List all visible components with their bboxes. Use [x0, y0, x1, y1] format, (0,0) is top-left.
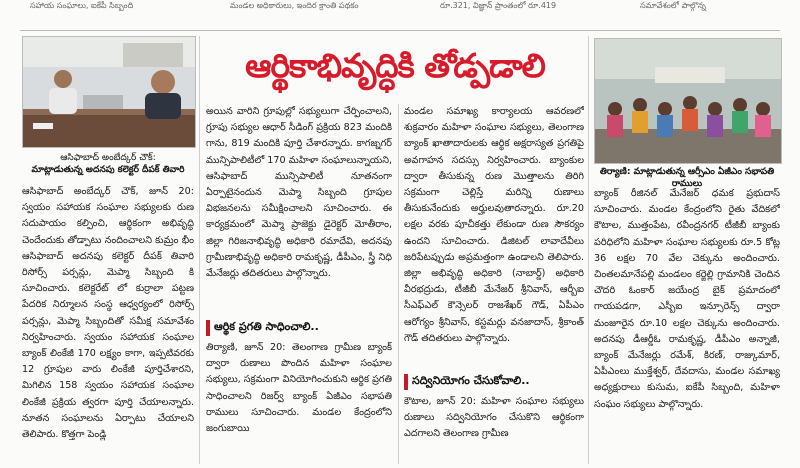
top-strip-fragment: సమావేశంలో పాల్గొన్న	[640, 1, 706, 10]
article-column-3	[404, 104, 584, 368]
left-caption-line-2: మాట్లాడుతున్న అదనపు కలెక్టర్ దీపక్ తివారి	[31, 165, 185, 175]
headline	[205, 40, 585, 98]
top-divider	[20, 30, 780, 31]
article-column-1	[22, 184, 194, 466]
column-3-text-2: కౌటాల, జూన్ 20: మహిళా సంఘాల సభ్యులు రుణాలు సద్వినియోగం చేసుకొని ఆర్థికంగా ఎదగాలని తెలంగాణ గ్రామీణ	[404, 396, 584, 440]
left-photo-caption	[18, 152, 198, 176]
column-divider	[398, 104, 399, 464]
right-photo	[594, 38, 782, 164]
column-divider	[588, 36, 589, 464]
subhead-financial-progress: ఆర్థిక ప్రగతి సాధించాలి..	[206, 320, 319, 336]
top-strip-fragment: రూ.321, విజ్ఞాన్ ప్రాంతంలో రూ.419	[440, 1, 557, 10]
column-2-text-2: తిర్యాణి, జూన్ 20: తెలంగాణ గ్రామీణ బ్యాంక్ ద్వారా రుణాలు పొందిన మహిళా సంఘాల సభ్యులు, సక్రమంగా వినియోగించుకుని ఆర్థిక ప్రగతి సాధించాలని రిజర్వ్ బ్యాంక్ ఏజీఎం సభాపతి రాములు సూచించారు. మండల కేంద్రంలోని జంగుబాయి	[206, 342, 392, 435]
column-divider	[199, 36, 200, 464]
column-2-text: అయిన వారిని గ్రూపుల్లో సభ్యులుగా చేర్పించాలని, గ్రూపు సభ్యుల ఆధార్ సీడింగ్ ప్రక్రియ 823 మందికి గాను, 819 మందికి పూర్తి చేశారన్నారు. కాగజ్నగర్ మున్సిపాలిటీలో 170 మహిళా సంఘాలున్నాయని, ఆసిఫాబాద్ మున్సిపాలిటీ నూతనంగా ఏర్పాటైనందున మెప్మా సిబ్బంది గ్రూపుల విభజనలను సమీక్షించాలని సూచించారు. ఈ కార్యక్రమంలో మెప్మా ప్రాజెక్టు డైరెక్టర్ మోతీరాం, జిల్లా గిరిజనాభివృద్ధి అధికారి రమాదేవి, అదనపు గ్రామీణాభివృద్ధి అధికారి రామకృష్ణ, డీపీఎం, స్త్రీ నిధి మేనేజర్లు తదితరులు పాల్గొన్నారు.	[206, 106, 392, 280]
headline-text: ఆర్థికాభివృద్ధికి తోడ్పడాలి	[245, 45, 545, 85]
article-column-2-bottom	[206, 340, 392, 466]
article-column-3-bottom	[404, 394, 584, 466]
article-column-2	[206, 104, 392, 314]
right-caption-text: తిర్యాణి: మాట్లాడుతున్న ఆర్సీఎం ఏజీఎం సభాపతి రాములు	[599, 167, 775, 189]
subhead-utilize: సద్వినియోగం చేసుకోవాలి..	[404, 374, 530, 390]
article-column-4	[594, 186, 780, 466]
column-3-text: మండల సమాఖ్య కార్యాలయ ఆవరణలో శుక్రవారం మహిళా సంఘాల సభ్యులు, తెలంగాణ బ్యాంక్ ఖాతాదారులకు ఆర్థిక అక్షరాస్యత ప్రగతిపై అవగాహన సదస్సు నిర్వహించారు. బ్యాంకుల ద్వారా తీసుకున్న రుణ మొత్తాలను తిరిగి సక్రమంగా చెల్లిస్తే మరిన్ని రుణాలు తీసుకునేందుకు అర్హులవుతారన్నారు. రూ.20 లక్షల వరకు పూచీకత్తు లేకుండా రుణ సౌకర్యం ఉందని సూచించారు. డిజిటల్ లావాదేవీలు జరిపేటప్పుడు అప్రమత్తంగా ఉండాలని తెలిపారు. జిల్లా అభివృద్ధి అధికారి (నాబార్డ్) అధికారి వీరభద్రుడు, టీజీబీ మేనేజర్ శ్రీనివాస్, ఆర్బీఐ సీఎఫ్ఎల్ కౌన్సెలర్ రాజశేఖర్ గౌడ్, ఏపీఎం ఆరోగ్యం శ్రీనివాస్, కస్టమర్లు వనజాదాస్, శ్రీకాంత్ గౌడ్ తదితరులు పాల్గొన్నారు.	[404, 106, 584, 344]
column-4-text: బ్యాంక్ రీజినల్ మేనేజర్ ధమక ప్రభుదాస్ సూచించారు. మండల కేంద్రంలోని రైతు వేదికలో కౌటాల, ముత్తంపేట, రవీంద్రనగర్ టీజీబీ బ్యాంకు పరిధిలోని మహిళా సంఘాల సభ్యులకు రూ.5 కోట్ల 36 లక్షల 70 వేల చెక్కును అందించారు. చింతలమానేపల్లి మండలం కర్జెల్లి గ్రామానికి చెందిన చౌదరి ఓంకార్ జయేంద్ర బైక్ ప్రమాదంలో గాయపడగా, ఎస్బీఐ ఇన్సూరెన్స్ ద్వారా మంజూరైన రూ.10 లక్షల చెక్కును అందించారు. అదనపు డీఆర్డీఓ రామకృష్ణ, డీపీఎం అన్నాజీ, బ్యాంక్ మేనేజర్లు రమేశ్, కిరణ్, రాజ్కుమార్, ఏపీఎంలు ముక్తేశ్వర్, దేవదాసు, మండల సమాఖ్య అధ్యక్షురాలు కుసుమ, ఐకేపీ సిబ్బంది, మహిళా సంఘం సభ్యులు పాల్గొన్నారు.	[594, 188, 780, 410]
top-strip-fragment: సహాయ సంఘాలు, ఐకేపీ సిబ్బంది	[30, 1, 134, 10]
top-strip-fragment: మండల అధికారులు, ఇందిర క్రాంతి పథకం	[230, 1, 359, 10]
top-previous-article-strip	[0, 0, 800, 12]
column-1-text: ఆసిఫాబాద్ అంబేద్కర్ చౌక్, జూన్ 20: స్వయం సహాయక సంఘాల సభ్యులకు రుణ సదుపాయం కల్పించి, ఆర్థికంగా అభివృద్ధి చెందేందుకు తోడ్పాటు నందించాలని కుమ్రం భీం ఆసిఫాబాద్ అదనపు కలెక్టర్ దీపక్ తివారి రిసోర్స్ పర్సన్లు, మెప్మా సిబ్బంది కి సూచించారు. కలెక్టరేట్ లో కుర్రాలా పట్టణ పేదరిక నిర్మూలన సంస్థ ఆధ్వర్యంలో రిసోర్స్ పర్సన్లు, మెప్మా సిబ్బందితో సమీక్ష సమావేశం నిర్వహించారు. స్వయం సహాయక సంఘాల బ్యాంక్ లింకేజీ 170 లక్ష్యం కాగా, ఇప్పటివరకు 12 గ్రూపుల వారు లింకేజీ పూర్తిచేశారని, మిగిలిన 158 స్వయం సహాయక సంఘాల లింకేజీ ప్రక్రియ త్వరగా పూర్తి చేయాలన్నారు. నూతన సంఘాలను ఏర్పాటు చేయాలని తెలిపారు. కొత్తగా పెండ్లి	[22, 186, 194, 441]
left-caption-line-1: ఆసిఫాబాద్ అంబేద్కర్ చౌక్:	[60, 153, 156, 163]
left-photo	[22, 36, 196, 148]
